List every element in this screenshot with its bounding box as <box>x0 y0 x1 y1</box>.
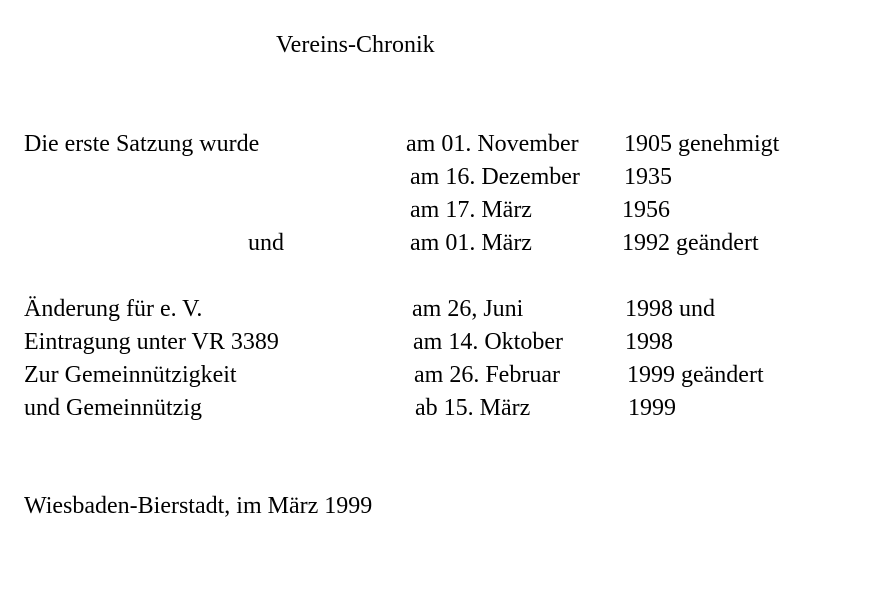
statute-year-4: 1992 geändert <box>622 230 759 256</box>
change-label: Änderung für e. V. <box>24 296 203 322</box>
change-year: 1998 und <box>625 296 715 322</box>
statute-year-2: 1935 <box>624 164 672 190</box>
nonprofit-date: ab 15. März <box>415 395 531 421</box>
statute-date-2: am 16. Dezember <box>410 164 580 190</box>
and-label: und <box>248 230 284 256</box>
statute-year-3: 1956 <box>622 197 670 223</box>
registration-year: 1998 <box>625 329 673 355</box>
nonprofit-label: und Gemeinnützig <box>24 395 202 421</box>
statute-year-1: 1905 genehmigt <box>624 131 780 157</box>
charity-date: am 26. Februar <box>414 362 560 388</box>
registration-date: am 14. Oktober <box>413 329 563 355</box>
document-title: Vereins-Chronik <box>276 32 435 58</box>
charity-year: 1999 geändert <box>627 362 764 388</box>
registration-label: Eintragung unter VR 3389 <box>24 329 279 355</box>
statute-date-3: am 17. März <box>410 197 532 223</box>
place-date-footer: Wiesbaden-Bierstadt, im März 1999 <box>24 493 373 519</box>
change-date: am 26, Juni <box>412 296 524 322</box>
statute-date-4: am 01. März <box>410 230 532 256</box>
statute-date-1: am 01. November <box>406 131 579 157</box>
charity-label: Zur Gemeinnützigkeit <box>24 362 237 388</box>
first-statute-label: Die erste Satzung wurde <box>24 131 260 157</box>
nonprofit-year: 1999 <box>628 395 676 421</box>
